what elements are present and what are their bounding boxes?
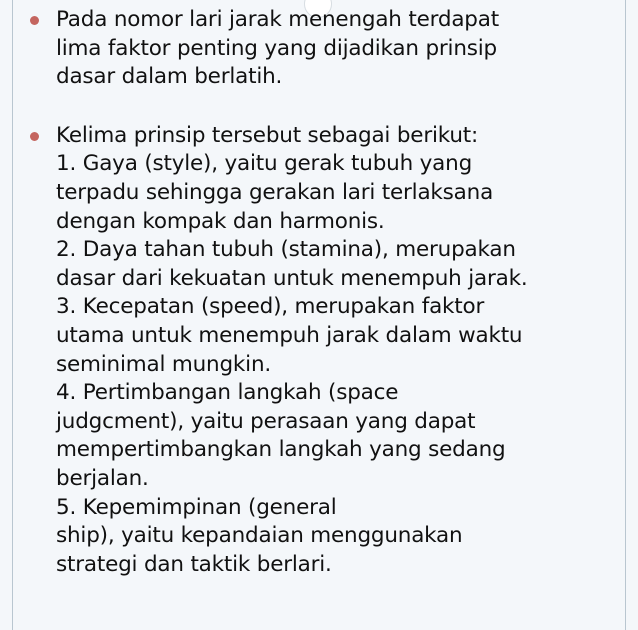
text-line: judgcment), yaitu perasaan yang dapat (56, 408, 476, 434)
text-line: 2. Daya tahan tubuh (stamina), merupakan (56, 237, 516, 263)
bullet-dot-icon (30, 132, 39, 141)
text-line: Pada nomor lari jarak menengah terdapat (56, 7, 499, 32)
text-line: utama untuk menempuh jarak dalam waktu (56, 322, 523, 348)
text-line: strategi dan taktik berlari. (56, 551, 332, 577)
text-line: mempertimbangkan langkah yang sedang (56, 437, 506, 463)
text-line: berjalan. (56, 465, 149, 491)
text-line: 5. Kepemimpinan (general (56, 494, 337, 520)
right-border-line (625, 0, 626, 630)
text-line: terpadu sehingga gerakan lari terlaksana (56, 179, 494, 205)
bullet-item-principles (30, 122, 600, 580)
text-line: Kelima prinsip tersebut sebagai berikut: (56, 122, 479, 148)
left-border-line (12, 0, 13, 630)
text-line: dasar dari kekuatan untuk menempuh jarak. (56, 265, 528, 291)
text-line: dengan kompak dan harmonis. (56, 208, 385, 234)
bullet-item-intro (30, 6, 600, 92)
text-line: ship), yaitu kepandaian menggunakan (56, 523, 463, 549)
text-line: lima faktor penting yang dijadikan prinsip (56, 35, 497, 61)
text-line: 1. Gaya (style), yaitu gerak tubuh yang (56, 151, 473, 177)
text-line: 3. Kecepatan (speed), merupakan faktor (56, 294, 485, 320)
text-line: seminimal mungkin. (56, 351, 272, 377)
text-line: 4. Pertimbangan langkah (space (56, 380, 399, 406)
bullet-dot-icon (30, 16, 39, 25)
text-line: dasar dalam berlatih. (56, 64, 283, 90)
bullet-list (30, 6, 600, 579)
